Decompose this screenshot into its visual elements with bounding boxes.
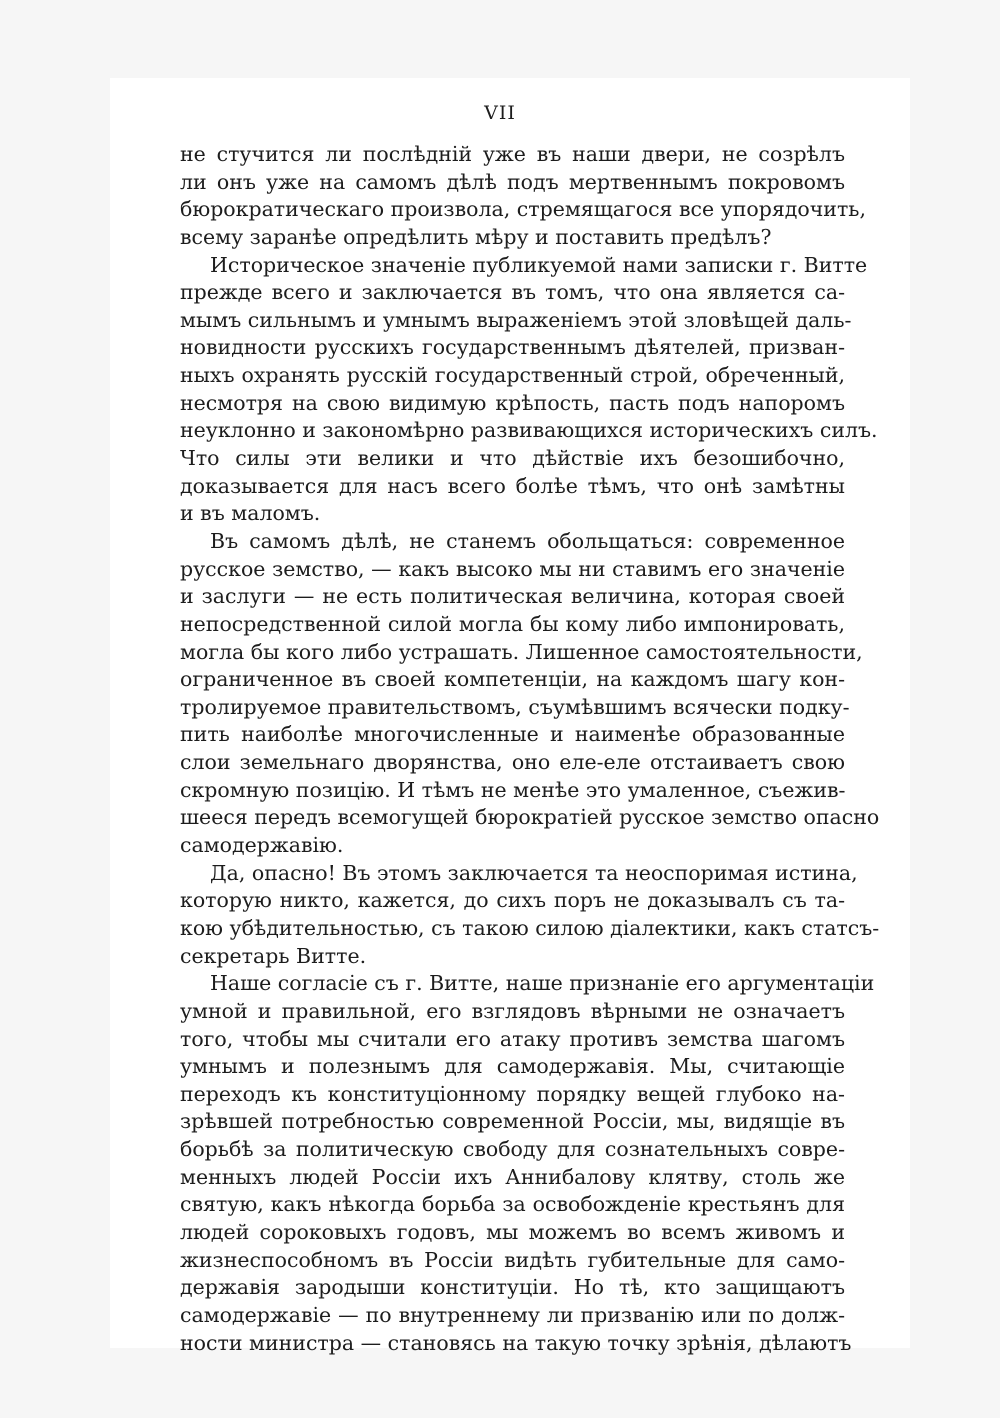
text-line: державія зародыши конституціи. Но тѣ, кто защищаютъ <box>180 1275 845 1300</box>
text-line: жизнеспособномъ въ Россіи видѣть губительные для само- <box>180 1247 845 1272</box>
text-line: русское земство, — какъ высоко мы ни ставимъ его значеніе <box>180 556 845 581</box>
text-line: шееся передъ всемогущей бюрократіей русское земство опасно <box>180 805 880 830</box>
text-line: прежде всего и заключается въ томъ, что она является са- <box>180 280 845 305</box>
text-line: мымъ сильнымъ и умнымъ выраженіемъ этой зловѣщей даль- <box>180 307 852 332</box>
text-line: умнымъ и полезнымъ для самодержавія. Мы, считающіе <box>180 1054 845 1079</box>
text-line: умной и правильной, его взглядовъ вѣрными не означаетъ <box>180 998 845 1023</box>
text-line: новидности русскихъ государственнымъ дѣятелей, призван- <box>180 335 845 360</box>
text-line: слои земельнаго дворянства, оно еле-еле отстаиваетъ свою <box>180 750 845 775</box>
text-line: самодержавію. <box>180 833 344 858</box>
text-line: всему заранѣе опредѣлить мѣру и поставить предѣлъ? <box>180 224 772 249</box>
text-line: неуклонно и закономѣрно развивающихся историческихъ силъ. <box>180 418 878 443</box>
text-line: пить наиболѣе многочисленные и наименѣе образованные <box>180 722 845 747</box>
text-line: Да, опасно! Въ этомъ заключается та неоспоримая истина, <box>210 860 858 885</box>
text-line: переходъ къ конституціонному порядку вещей глубоко на- <box>180 1081 845 1106</box>
text-line: Наше согласіе съ г. Витте, наше признаніе его аргументаціи <box>210 971 875 996</box>
page-number: VII <box>484 102 516 124</box>
text-line: людей сороковыхъ годовъ, мы можемъ во всемъ живомъ и <box>180 1219 845 1244</box>
text-line: несмотря на свою видимую крѣпость, пасть подъ напоромъ <box>180 390 845 415</box>
text-line: непосредственной силой могла бы кому либо импонировать, <box>180 611 845 636</box>
text-line: кою убѣдительностью, съ такою силою діалектики, какъ статсъ- <box>180 915 880 940</box>
text-line: святую, какъ нѣкогда борьба за освобожденіе крестьянъ для <box>180 1192 845 1217</box>
text-line: борьбѣ за политическую свободу для сознательныхъ совре- <box>180 1137 845 1162</box>
text-line: скромную позицію. И тѣмъ не менѣе это умаленное, съежив- <box>180 777 846 802</box>
text-line: того, чтобы мы считали его атаку противъ земства шагомъ <box>180 1026 845 1051</box>
text-line: и заслуги — не есть политическая величина, которая своей <box>180 584 845 609</box>
text-line: ныхъ охранять русскій государственный строй, обреченный, <box>180 363 845 388</box>
text-line: ограниченное въ своей компетенціи, на каждомъ шагу кон- <box>180 667 845 692</box>
text-line: Историческое значеніе публикуемой нами записки г. Витте <box>210 252 868 277</box>
text-line: ли онъ уже на самомъ дѣлѣ подъ мертвеннымъ покровомъ <box>180 169 845 194</box>
text-line: и въ маломъ. <box>180 501 321 526</box>
text-line: Въ самомъ дѣлѣ, не станемъ обольщаться: современное <box>210 528 845 553</box>
text-line: секретарь Витте. <box>180 943 367 968</box>
text-line: менныхъ людей Россіи ихъ Аннибалову клятву, столь же <box>180 1164 845 1189</box>
text-line: самодержавіе — по внутреннему ли призванію или по долж- <box>180 1302 845 1327</box>
body-text <box>180 141 880 1357</box>
text-line: которую никто, кажется, до сихъ поръ не доказывалъ съ та- <box>180 888 845 913</box>
text-line: доказывается для насъ всего болѣе тѣмъ, что онѣ замѣтны <box>180 473 845 498</box>
text-line: могла бы кого либо устрашать. Лишенное самостоятельности, <box>180 639 863 664</box>
text-line: бюрократическаго произвола, стремящагося все упорядочить, <box>180 197 866 222</box>
text-line: тролируемое правительствомъ, съумѣвшимъ всячески подку- <box>180 694 850 719</box>
text-line: Что силы эти велики и что дѣйствіе ихъ безошибочно, <box>180 446 845 471</box>
text-line: не стучится ли послѣдній уже въ наши двери, не созрѣлъ <box>180 142 845 166</box>
text-line: ности министра — становясь на такую точку зрѣнія, дѣлаютъ <box>180 1330 852 1355</box>
text-line: зрѣвшей потребностью современной Россіи, мы, видящіе въ <box>180 1109 845 1134</box>
